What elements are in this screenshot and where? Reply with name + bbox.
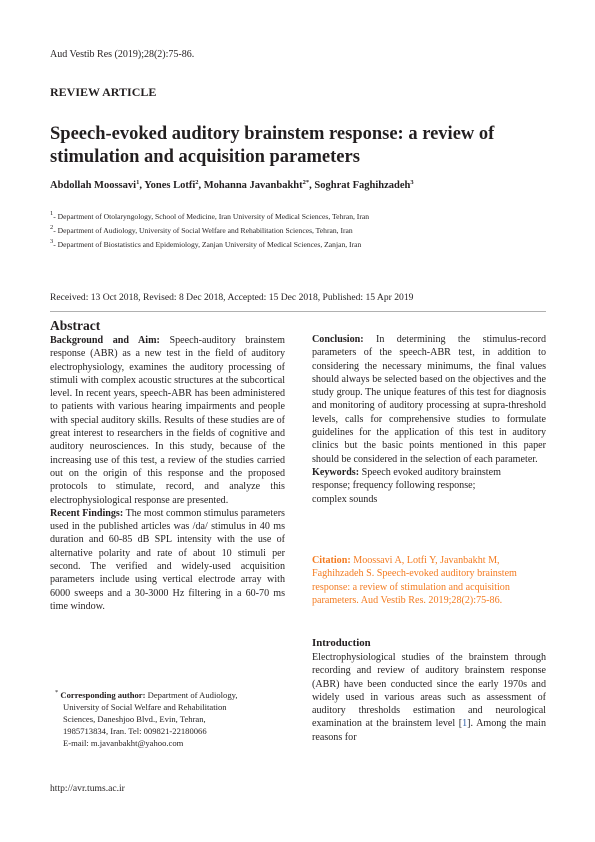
affiliation (50, 212, 369, 221)
conclusion-label: Conclusion: (312, 334, 364, 345)
citation-label: Citation: (312, 555, 351, 566)
author-affil-mark: 1 (136, 179, 140, 186)
background-paragraph (50, 334, 285, 507)
corresponding-mark: * (55, 689, 59, 696)
abstract-heading: Abstract (50, 318, 101, 333)
keywords-text: complex sounds (312, 493, 378, 505)
intro-paragraph: Electrophysiological studies of the brainstem through recording and review of auditory brainstem response (ABR) have been conducted since the early 1970s and widely used in various areas such as assessment of auditory thresholds estimation and neurological examination at the brainstem level [ (312, 652, 546, 730)
affiliation-number: 2 (50, 224, 54, 231)
affiliation (50, 226, 353, 235)
author-list: Abdollah Moossavi$^1$, Yones Lotfi$^2$, Mohanna Javanbakht$^{2*}$, Soghrat Faghihzadeh$^3$ (50, 179, 414, 191)
citation-text: Moossavi A, Lotfi Y, Javanbakht M, Faghihzadeh S. Speech-evoked auditory brainstem response: a review of stimulation and acquisition parameters. Aud Vestib Res. 2019;28(2):75-86. (312, 555, 517, 606)
author-affil-mark: 2 (195, 179, 199, 186)
author-name: Yones Lotfi (144, 180, 196, 191)
article-type: REVIEW ARTICLE (50, 85, 157, 99)
corresponding-author-note (55, 689, 285, 749)
background-label: Background and Aim: (50, 335, 160, 346)
findings-text: The most common stimulus parameters used in the published articles was /da/ stimulus in 40 ms duration and 60-85 dB SPL intensity with the use of alternative polarity and rate of about 10 stimuli per second. The verified and widely-used acquisition parameters include using vertical electrode array with 6000 sweeps and a 30-3000 Hz filtering in a 60-70 ms time window. (50, 507, 285, 612)
corresponding-line: Sciences, Daneshjoo Blvd., Evin, Tehran, (63, 714, 206, 724)
background-text: Speech-auditory brainstem response (ABR) as a new test in the field of auditory electrophysiology, examines the auditory processing of stimuli with complex acoustic structures at the subcortical level. In recent years, speech-ABR has been administered to patients with various hearing impairments and people with special auditory skills. Results of these studies are of great interest to researchers in the fields of cognitive and auditory neurosciences. In this study, because of the increasing use of this test, a review of the studies carried out on the origin of this response and the proposed protocols to stimulate, record, and analyze this electrophysiological response are presented. (50, 335, 286, 506)
conclusion-text: In determining the stimulus-record parameters of the speech-ABR test, in addition to considering the necessary minimums, the final values should always be selected based on the objectives and the study group. The unique features of this test for diagnosis and monitoring of auditory processing at supra-threshold levels, calls for comprehensive studies to formulate guidelines for the application of this test in auditory clinics but the basic points mentioned in this paper should be considered in the selection of each parameter. (312, 334, 546, 465)
author-affil-mark: 2* (302, 179, 310, 186)
author-affil-mark: 3 (410, 179, 414, 186)
corresponding-line: University of Social Welfare and Rehabilitation (63, 702, 227, 712)
introduction-heading: Introduction (312, 637, 371, 649)
corresponding-email: E-mail: m.javanbakht@yahoo.com (63, 738, 184, 748)
journal-reference: Aud Vestib Res (2019);28(2):75-86. (50, 49, 195, 60)
corresponding-line: 1985713834, Iran. Tel: 009821-22180066 (63, 726, 207, 736)
citation-block (312, 554, 546, 607)
intro-paragraph-end: ]. Among the main reasons for (312, 718, 546, 743)
corresponding-label: Corresponding author: (60, 690, 146, 700)
reference-link[interactable]: 1 (462, 718, 468, 730)
affiliation-number: 1 (50, 210, 54, 217)
keywords-text: response; frequency following response; (312, 480, 476, 492)
author-name: Soghrat Faghihzadeh (314, 180, 411, 191)
conclusion-paragraph (312, 333, 546, 466)
abstract-right-column (312, 333, 546, 506)
footer-url[interactable]: http://avr.tums.ac.ir (50, 783, 125, 794)
author-name: Mohanna Javanbakht (203, 180, 303, 191)
publication-dates: Received: 13 Oct 2018, Revised: 8 Dec 2018, Accepted: 15 Dec 2018, Published: 15 Apr 2019 (50, 292, 414, 303)
findings-label: Recent Findings: (50, 507, 124, 519)
affiliation-text: - Department of Biostatistics and Epidemiology, Zanjan University of Medical Sciences, Zanjan, Iran (53, 240, 362, 249)
keywords-label: Keywords: (312, 466, 360, 478)
affiliation-number: 3 (50, 238, 54, 245)
introduction-text (312, 651, 546, 744)
affiliation-text: - Department of Audiology, University of Social Welfare and Rehabilitation Sciences, Tehran, Iran (53, 226, 353, 235)
keywords-text: Speech evoked auditory brainstem (359, 466, 501, 478)
affiliation-text: - Department of Otolaryngology, School of Medicine, Iran University of Medical Sciences, Tehran, Iran (53, 212, 370, 221)
corresponding-line: Department of Audiology, (145, 690, 238, 700)
keywords-paragraph (312, 466, 546, 506)
author-name: Abdollah Moossavi (50, 180, 137, 191)
affiliation (50, 240, 361, 249)
abstract-left-column (50, 334, 285, 613)
divider (50, 311, 546, 312)
article-title: Speech-evoked auditory brainstem response: a review of stimulation and acquisition parameters (50, 124, 495, 167)
findings-paragraph (50, 507, 285, 613)
